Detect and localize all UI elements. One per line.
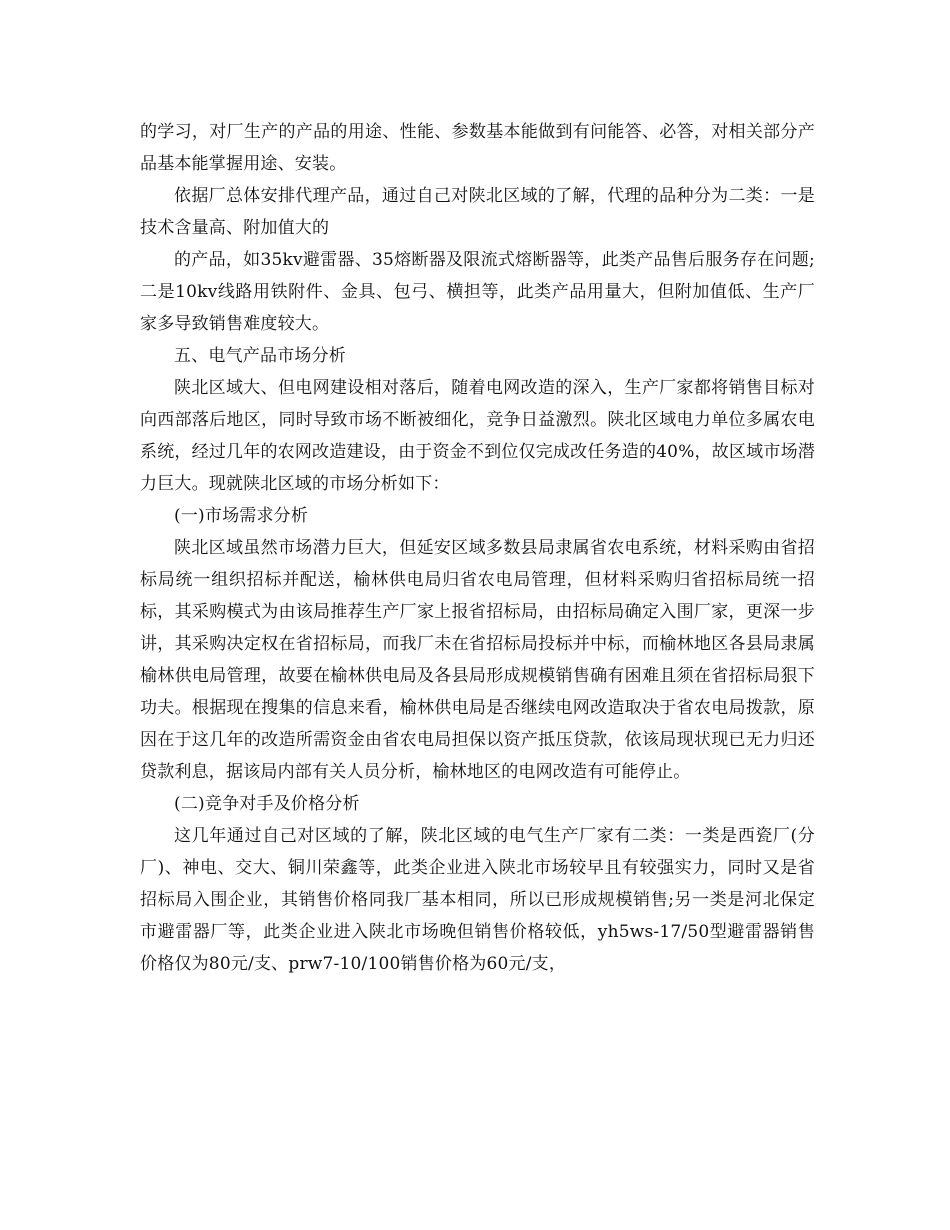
paragraph-product-details: 的产品，如35kv避雷器、35熔断器及限流式熔断器等，此类产品售后服务存在问题;二是10kv线路用铁附件、金具、包弓、横担等，此类产品用量大，但附加值低、生产厂家多导致销售难度较大。 — [140, 250, 815, 334]
paragraph-product-categories: 依据厂总体安排代理产品，通过自己对陕北区域的了解，代理的品种分为二类：一是技术含量高、附加值大的 — [140, 186, 815, 238]
paragraph-continuation: 的学习，对厂生产的产品的用途、性能、参数基本能做到有问能答、必答，对相关部分产品基本能掌握用途、安装。 — [140, 122, 815, 174]
subheading-competition-price: (二)竞争对手及价格分析 — [174, 794, 360, 814]
paragraph-competition-price: 这几年通过自己对区域的了解，陕北区域的电气生产厂家有二类：一类是西瓷厂(分厂)、神电、交大、铜川荣鑫等，此类企业进入陕北市场较早且有较强实力，同时又是省招标局入围企业，其销售价格同我厂基本相同，所以已形成规模销售;另一类是河北保定市避雷器厂等，此类企业进入陕北市场晚但销售价格较低，yh5ws-17/50型避雷器销售价格仅为80元/支、prw7-10/100销售价格为60元/支， — [140, 826, 815, 974]
section-heading-market-analysis: 五、电气产品市场分析 — [174, 346, 346, 366]
document-body — [140, 116, 815, 980]
paragraph-demand-analysis: 陕北区域虽然市场潜力巨大，但延安区域多数县局隶属省农电系统，材料采购由省招标局统一组织招标并配送，榆林供电局归省农电局管理，但材料采购归省招标局统一招标，其采购模式为由该局推荐生产厂家上报省招标局，由招标局确定入围厂家，更深一步讲，其采购决定权在省招标局，而我厂未在省招标局投标并中标，而榆林地区各县局隶属榆林供电局管理，故要在榆林供电局及各县局形成规模销售确有困难且须在省招标局狠下功夫。根据现在搜集的信息来看，榆林供电局是否继续电网改造取决于省农电局拨款，原因在于这几年的改造所需资金由省农电局担保以资产抵压贷款，依该局现状现已无力归还贷款利息，据该局内部有关人员分析，榆林地区的电网改造有可能停止。 — [140, 538, 815, 782]
subheading-demand-analysis: (一)市场需求分析 — [174, 506, 309, 526]
paragraph-market-overview: 陕北区域大、但电网建设相对落后，随着电网改造的深入，生产厂家都将销售目标对向西部落后地区，同时导致市场不断被细化，竞争日益激烈。陕北区域电力单位多属农电系统，经过几年的农网改造建设，由于资金不到位仅完成改任务造的40%，故区域市场潜力巨大。现就陕北区域的市场分析如下： — [140, 378, 815, 494]
